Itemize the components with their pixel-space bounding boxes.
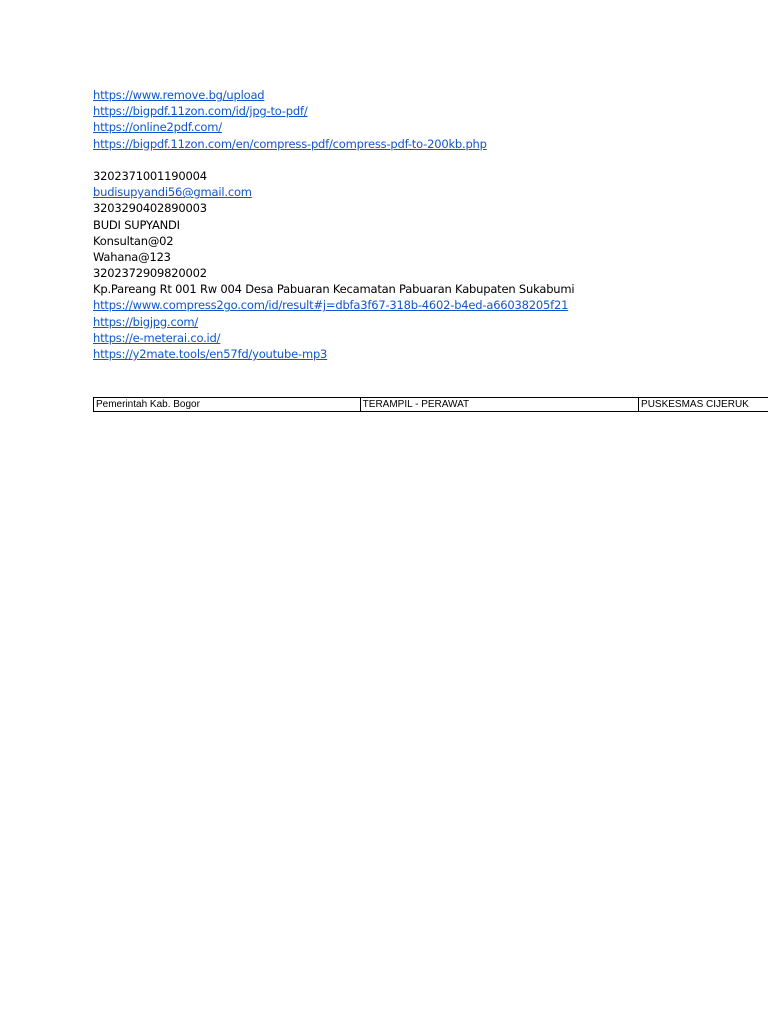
number-entry-3: 3202372909820002 [93, 266, 207, 281]
blank-row [93, 152, 768, 168]
credential-entry-2: Wahana@123 [93, 249, 171, 264]
table-cell-workplace[interactable]: PUSKESMAS CIJERUK [639, 398, 768, 412]
link-compress2go[interactable]: https://www.compress2go.com/id/result#j=dbfa3f67-318b-4602-b4ed-a66038205f21 [93, 298, 569, 313]
email-link[interactable]: budisupyandi56@gmail.com [93, 185, 252, 200]
address-text: Kp.Pareang Rt 001 Rw 004 Desa Pabuaran Kecamatan Pabuaran Kabupaten Sukabumi [93, 282, 575, 297]
credential-entry-1: Konsultan@02 [93, 233, 174, 248]
number-entry-1: 3202371001190004 [93, 168, 207, 183]
data-table [93, 397, 768, 412]
link-compress-pdf[interactable]: https://bigpdf.11zon.com/en/compress-pdf/compress-pdf-to-200kb.php [93, 136, 487, 151]
number-entry-2: 3203290402890003 [93, 201, 207, 216]
link-jpg-to-pdf[interactable]: https://bigpdf.11zon.com/id/jpg-to-pdf/ [93, 104, 308, 119]
table-row [94, 398, 768, 412]
link-e-meterai[interactable]: https://e-meterai.co.id/ [93, 330, 221, 345]
spreadsheet-text-area [93, 87, 768, 362]
link-remove-bg[interactable]: https://www.remove.bg/upload [93, 88, 265, 102]
link-y2mate[interactable]: https://y2mate.tools/en57fd/youtube-mp3 [93, 347, 328, 361]
table-cell-government[interactable]: Pemerintah Kab. Bogor [94, 398, 361, 412]
link-bigjpg[interactable]: https://bigjpg.com/ [93, 314, 199, 329]
table-cell-position[interactable]: TERAMPIL - PERAWAT [360, 398, 638, 412]
person-name: BUDI SUPYANDI [93, 217, 180, 232]
link-online2pdf[interactable]: https://online2pdf.com/ [93, 120, 222, 135]
